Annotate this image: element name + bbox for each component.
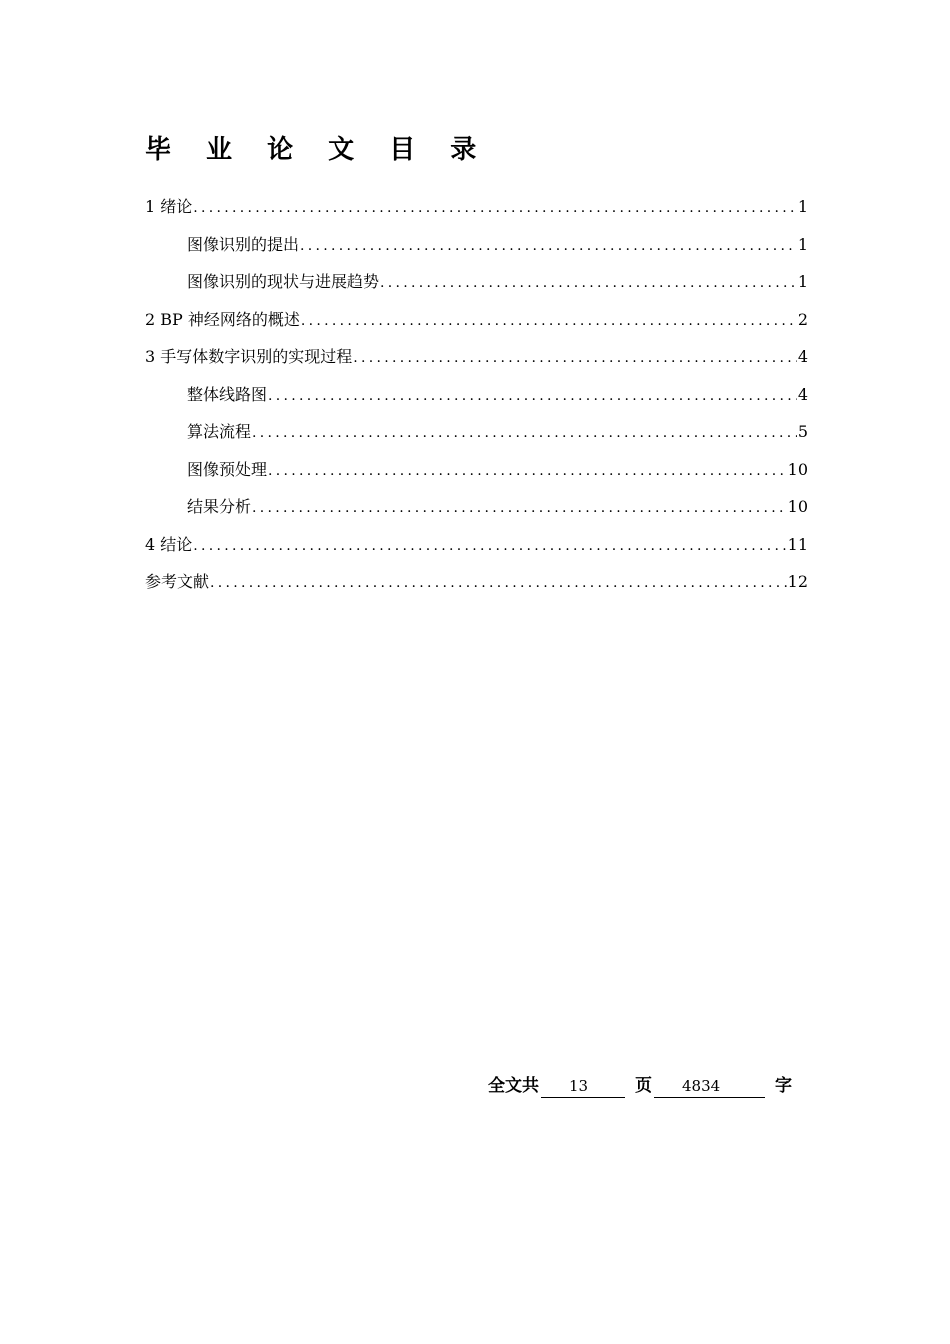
toc-entry [145, 188, 808, 226]
toc-entry [145, 488, 808, 526]
toc-leader-dots [268, 378, 797, 416]
toc-entry-label: 图像预处理 [187, 459, 268, 479]
toc-entry-label: 整体线路图 [187, 384, 268, 404]
summary-middle: 页 [635, 1076, 652, 1096]
toc-entry-page: 12 [787, 572, 808, 591]
toc-leader-dots [193, 190, 797, 228]
toc-entry-label: 4 结论 [145, 534, 193, 554]
toc-entry-label: 3 手写体数字识别的实现过程 [145, 347, 353, 366]
toc-leader-dots [268, 453, 787, 491]
toc-entry [145, 376, 808, 414]
toc-entry-label: 图像识别的提出 [187, 234, 300, 254]
toc-entry-page: 1 [797, 197, 808, 216]
toc-leader-dots [193, 528, 786, 566]
summary-suffix: 字 [775, 1076, 792, 1096]
toc-entry-page: 2 [797, 309, 808, 329]
word-count: 4834 [654, 1075, 765, 1098]
toc-entry-label: 算法流程 [187, 422, 252, 441]
toc-entry [145, 563, 808, 601]
toc-leader-dots [252, 415, 797, 453]
toc-leader-dots [380, 265, 797, 303]
toc-entry [145, 263, 808, 301]
toc-entry [145, 338, 808, 376]
toc-entry-label: 1 绪论 [145, 197, 193, 216]
toc-entry-page: 5 [797, 422, 808, 441]
toc-entry-label: 参考文献 [145, 572, 210, 591]
toc-entry [145, 413, 808, 451]
toc-entry-page: 11 [787, 534, 808, 554]
toc-entry [145, 451, 808, 489]
toc-entry-page: 4 [797, 347, 808, 366]
page-count: 13 [541, 1075, 625, 1098]
summary-prefix: 全文共 [488, 1076, 539, 1096]
toc-entry-label: 结果分析 [187, 497, 252, 516]
toc-entry [145, 226, 808, 264]
toc-leader-dots [301, 303, 797, 341]
toc-leader-dots [252, 490, 787, 528]
page-title: 毕 业 论 文 目 录 [145, 135, 490, 165]
toc-entry-label: 图像识别的现状与进展趋势 [187, 272, 380, 291]
toc-entry-page: 4 [797, 384, 808, 404]
table-of-contents [145, 188, 808, 601]
document-summary [488, 1073, 792, 1099]
toc-leader-dots [300, 228, 797, 266]
toc-entry [145, 526, 808, 564]
toc-entry-label: 2 BP 神经网络的概述 [145, 309, 300, 329]
toc-entry-page: 1 [797, 234, 808, 254]
toc-leader-dots [210, 565, 787, 603]
toc-entry-page: 10 [787, 497, 808, 516]
toc-entry [145, 301, 808, 339]
toc-entry-page: 10 [787, 459, 808, 479]
toc-entry-page: 1 [797, 272, 808, 291]
toc-leader-dots [353, 340, 797, 378]
